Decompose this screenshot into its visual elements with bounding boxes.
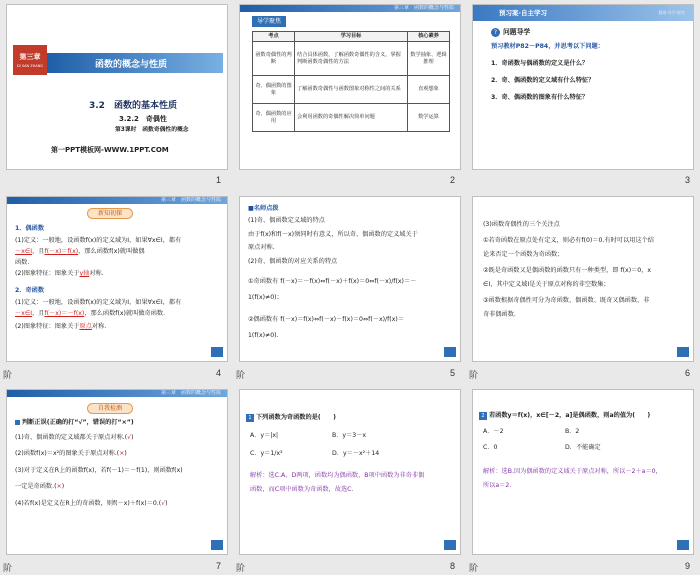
footer-label: 阶 [3, 563, 13, 573]
option-a[interactable]: A．y＝|x| [250, 432, 279, 439]
footer-label: 阶 [469, 563, 479, 573]
section-title: 3.2 函数的基本性质 [89, 101, 177, 111]
tips-p4: ①奇函数有 f(－x)＝－f(x)⇔f(－x)＋f(x)＝0⇔f(－x)/f(x)＝－ [248, 278, 417, 285]
option-b[interactable]: B．y＝3－x [332, 432, 367, 439]
band-title: 预习案·自主学习 [499, 9, 547, 17]
slide-3[interactable] [472, 4, 694, 170]
nav-flag-icon[interactable] [677, 347, 689, 357]
solution-line-1: 解析：选C.A、D两项，函数均为偶函数，B项中函数为非奇非偶 [250, 472, 425, 479]
nav-flag-icon[interactable] [444, 347, 456, 357]
solution-line-2: 所以a＝2. [483, 482, 512, 489]
footer-label: 阶 [469, 370, 479, 380]
top-bar: 第三章 函数的概念与性质 [7, 197, 227, 204]
question-3: 3．奇、偶函数的图象有什么特征？ [491, 94, 589, 101]
slide-number-2: 2 [450, 175, 456, 185]
table-row: 奇、偶函数的应用 会利用函数的奇偶性解决简单问题 数学运算 [253, 104, 450, 132]
check-item-2: (2)函数f(x)＝x²的图象关于原点对称.(×) [15, 450, 127, 457]
slide-number-8: 8 [450, 561, 456, 571]
slide-number-7: 7 [216, 561, 222, 571]
slide-4[interactable] [6, 196, 228, 362]
top-bar: 第三章 函数的概念与性质 [7, 390, 227, 397]
question-intro: 预习教材P82－P84，并思考以下问题： [491, 43, 604, 50]
check-item-3b: 一定是奇函数.(×) [15, 483, 65, 490]
slide-6[interactable] [472, 196, 694, 362]
slide-1[interactable] [6, 4, 228, 170]
tips-p4b: 1(f(x)≠0)； [248, 294, 283, 301]
slide-2[interactable] [239, 4, 461, 170]
slide-8[interactable] [239, 389, 461, 555]
check-item-1: (1)奇、偶函数的定义域都关于原点对称.(√) [15, 434, 134, 441]
q-number-2: 2 [479, 412, 487, 420]
option-d[interactable]: D．y＝－x²＋14 [332, 450, 380, 457]
slide-number-9: 9 [685, 561, 691, 571]
question-2: 2．奇、偶函数的定义域有什么特征？ [491, 77, 595, 84]
check-intro: 判断正误(正确的打“√”，错误的打“×”) [22, 419, 134, 426]
option-b[interactable]: B．2 [565, 428, 580, 435]
focus-p4: ③函数根据奇偶性可分为奇函数、偶函数、既奇又偶函数、非 [483, 297, 650, 304]
tips-p3: (2)奇、偶函数的对应关系的特点 [248, 258, 338, 265]
tips-p5: ②偶函数有 f(－x)＝f(x)⇔f(－x)－f(x)＝0⇔f(－x)/f(x)＝ [248, 316, 404, 323]
tips-p2: 由于f(x)和f(－x)须同时有意义，所以奇、偶函数的定义域关于 [248, 231, 418, 238]
option-d[interactable]: D．不能确定 [565, 444, 601, 451]
slide-number-5: 5 [450, 368, 456, 378]
footer-label: 阶 [3, 370, 13, 380]
slide-5[interactable] [239, 196, 461, 362]
odd-graph: (2)图象特征：图象关于原点对称. [15, 323, 107, 330]
nav-flag-icon[interactable] [211, 347, 223, 357]
chapter-badge: 第三章 DI SAN ZHANG [13, 45, 47, 75]
tips-p5b: 1(f(x)≠0). [248, 332, 279, 339]
odd-definition-cont: －x∈I，且f(－x)＝－f(x)，那么函数f(x)就叫做奇函数. [15, 310, 166, 317]
heading-odd: 2．奇函数 [15, 287, 45, 294]
check-item-3: (3)对于定义在R上的函数f(x)，若f(－1)＝－f(1)，则函数f(x) [15, 467, 183, 474]
focus-p2b: 论来否定一个函数为奇函数； [483, 251, 564, 258]
even-definition-end: 函数. [15, 259, 30, 266]
question-text: 下列函数为奇函数的是( ) [256, 414, 336, 421]
tips-p1: (1)奇、偶函数定义域的特点 [248, 217, 325, 224]
slide-7[interactable] [6, 389, 228, 555]
focus-p2: ①若奇函数在原点处有定义，则必有f(0)＝0.有时可以用这个结 [483, 237, 654, 244]
tips-heading: ■名师点拨 [248, 205, 279, 212]
slide-number-6: 6 [685, 368, 691, 378]
option-a[interactable]: A．－2 [483, 428, 504, 435]
slide-number-1: 1 [216, 175, 222, 185]
slide-number-3: 3 [685, 175, 691, 185]
chapter-title: 函数的概念与性质 [95, 60, 168, 70]
heading-even: 1．偶函数 [15, 225, 45, 232]
question-title: 问题导学 [503, 28, 531, 36]
band-right-text: 疑难·导学·探究 [658, 10, 685, 15]
nav-flag-icon[interactable] [444, 540, 456, 550]
section-pill: 新知初探 [87, 208, 133, 219]
table-row: 奇、偶函数的图象 了解函数奇偶性与函数图象对称性之间的关系 直观想象 [253, 76, 450, 104]
check-item-4: (4)若f(x)是定义在R上的奇函数，则f(－x)＋f(x)＝0.(√) [15, 500, 168, 507]
question-1: 1．奇函数与偶函数的定义是什么？ [491, 60, 589, 67]
q-number-1: 1 [246, 414, 254, 422]
focus-p3: ②既是奇函数又是偶函数的函数只有一种类型，即 f(x)＝0，x [483, 267, 652, 274]
nav-flag-icon[interactable] [677, 540, 689, 550]
website-text: 第一PPT模板网-WWW.1PPT.COM [51, 146, 169, 154]
footer-label: 阶 [236, 563, 246, 573]
option-c[interactable]: C．0 [483, 444, 498, 451]
focus-p1: (3)函数奇偶性的三个关注点 [483, 221, 560, 228]
table-row: 函数奇偶性的判断 结合具体函数，了解函数奇偶性的含义，掌握判断函数奇偶性的方法 数学抽象、逻辑推理 [253, 42, 450, 76]
footer-label: 阶 [236, 370, 246, 380]
table-header: 考点 [253, 32, 295, 42]
question-text: 若函数y＝f(x)，x∈[－2，a]是偶函数，则a的值为( ) [489, 412, 651, 419]
chapter-title-band [47, 53, 223, 73]
header-tag: 导学聚焦 [252, 16, 286, 27]
focus-p4b: 奇非偶函数. [483, 311, 516, 318]
top-bar: 第三章 函数的概念与性质 [240, 5, 460, 12]
goals-table [252, 31, 450, 132]
odd-definition: (1)定义：一般地，设函数f(x)的定义域为I，如果∀x∈I，都有 [15, 299, 182, 306]
preview-band [473, 5, 693, 21]
table-header: 学习目标 [295, 32, 408, 42]
even-graph: (2)图象特征：图象关于y轴对称. [15, 270, 104, 277]
slide-9[interactable] [472, 389, 694, 555]
even-definition-cont: －x∈I，且f(－x)＝f(x)，那么函数f(x)就叫做偶 [15, 248, 145, 255]
focus-p3b: ∈I，其中定义域I是关于原点对称的非空数集； [483, 281, 610, 288]
table-header: 核心素养 [408, 32, 450, 42]
section-pill: 自我检测 [87, 403, 133, 414]
slide-number-4: 4 [216, 368, 222, 378]
solution-line-1: 解析：选B.因为偶函数的定义域关于原点对称，所以－2＋a＝0， [483, 468, 662, 475]
even-definition: (1)定义：一般地，设函数f(x)的定义域为I，如果∀x∈I，都有 [15, 237, 182, 244]
bullet-icon [15, 420, 20, 425]
tips-p2b: 原点对称. [248, 244, 275, 251]
question-icon: ? [491, 28, 500, 37]
nav-flag-icon[interactable] [211, 540, 223, 550]
option-c[interactable]: C．y＝1/x³ [250, 450, 283, 457]
solution-line-2: 函数，而C项中函数为奇函数，故选C. [250, 486, 354, 493]
subsection-title: 3.2.2 奇偶性 [119, 115, 167, 123]
lesson-title: 第3课时 函数奇偶性的概念 [115, 127, 189, 133]
